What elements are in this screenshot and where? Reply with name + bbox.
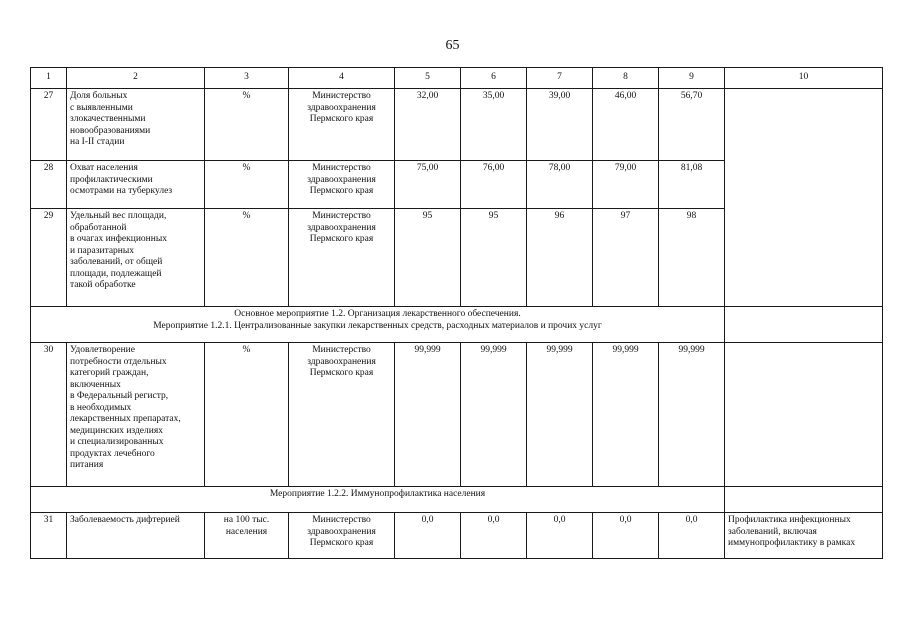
value-col6: 35,00 xyxy=(461,89,527,161)
value-col5: 0,0 xyxy=(395,513,461,559)
col10-empty-cell xyxy=(725,89,883,307)
responsible-org: Министерство здравоохранения Пермского края xyxy=(289,209,395,307)
row-number: 29 xyxy=(31,209,67,307)
table-row xyxy=(31,89,883,161)
column-number-row xyxy=(31,68,883,89)
value-col7: 0,0 xyxy=(527,513,593,559)
section-row xyxy=(31,487,883,513)
value-col9: 0,0 xyxy=(659,513,725,559)
unit: % xyxy=(205,343,289,487)
unit: % xyxy=(205,161,289,209)
section-row xyxy=(31,307,883,343)
col10-empty-cell xyxy=(725,487,883,513)
column-header: 5 xyxy=(395,68,461,89)
value-col9: 99,999 xyxy=(659,343,725,487)
value-col8: 46,00 xyxy=(593,89,659,161)
table-row xyxy=(31,343,883,487)
column-header: 8 xyxy=(593,68,659,89)
column-header: 7 xyxy=(527,68,593,89)
unit: на 100 тыс. населения xyxy=(205,513,289,559)
column-header: 6 xyxy=(461,68,527,89)
section-heading xyxy=(31,307,725,343)
value-col9: 98 xyxy=(659,209,725,307)
indicator-name: Доля больных с выявленными злокачественными новообразованиями на I-II стадии xyxy=(67,89,205,161)
indicator-name: Удовлетворение потребности отдельных категорий граждан, включенных в Федеральный регистр, в необходимых лекарственных препаратах, медицинских изделиях и специализированных продуктах лечебного питания xyxy=(67,343,205,487)
column-header: 2 xyxy=(67,68,205,89)
column-header: 9 xyxy=(659,68,725,89)
col10-empty-cell xyxy=(725,307,883,343)
responsible-org: Министерство здравоохранения Пермского края xyxy=(289,161,395,209)
indicator-name: Заболеваемость дифтерией xyxy=(67,513,205,559)
row-number: 30 xyxy=(31,343,67,487)
row-number: 28 xyxy=(31,161,67,209)
value-col5: 95 xyxy=(395,209,461,307)
value-col6: 99,999 xyxy=(461,343,527,487)
responsible-org: Министерство здравоохранения Пермского края xyxy=(289,89,395,161)
section-title-sub: Мероприятие 1.2.1. Централизованные закупки лекарственных средств, расходных материалов и прочих услуг xyxy=(153,320,602,331)
value-col7: 96 xyxy=(527,209,593,307)
value-col7: 78,00 xyxy=(527,161,593,209)
section-title-main: Основное мероприятие 1.2. Организация лекарственного обеспечения. xyxy=(234,309,521,319)
unit: % xyxy=(205,209,289,307)
value-col5: 99,999 xyxy=(395,343,461,487)
value-col9: 56,70 xyxy=(659,89,725,161)
responsible-org: Министерство здравоохранения Пермского края xyxy=(289,513,395,559)
table-row xyxy=(31,513,883,559)
indicator-name: Охват населения профилактическими осмотрами на туберкулез xyxy=(67,161,205,209)
value-col8: 0,0 xyxy=(593,513,659,559)
page-number: 65 xyxy=(445,38,460,53)
value-col5: 75,00 xyxy=(395,161,461,209)
value-col8: 99,999 xyxy=(593,343,659,487)
value-col5: 32,00 xyxy=(395,89,461,161)
row-number: 27 xyxy=(31,89,67,161)
value-col6: 0,0 xyxy=(461,513,527,559)
section-heading: Мероприятие 1.2.2. Иммунопрофилактика населения xyxy=(31,487,725,513)
row-number: 31 xyxy=(31,513,67,559)
responsible-org: Министерство здравоохранения Пермского края xyxy=(289,343,395,487)
value-col6: 95 xyxy=(461,209,527,307)
column-header: 4 xyxy=(289,68,395,89)
value-col9: 81,08 xyxy=(659,161,725,209)
value-col8: 79,00 xyxy=(593,161,659,209)
column-header: 1 xyxy=(31,68,67,89)
column-header: 10 xyxy=(725,68,883,89)
indicators-table xyxy=(30,67,883,559)
col10-empty-cell xyxy=(725,343,883,487)
column-header: 3 xyxy=(205,68,289,89)
unit: % xyxy=(205,89,289,161)
value-col7: 99,999 xyxy=(527,343,593,487)
value-col8: 97 xyxy=(593,209,659,307)
indicator-name: Удельный вес площади, обработанной в очагах инфекционных и паразитарных заболеваний, от общей площади, подлежащей такой обработке xyxy=(67,209,205,307)
value-col7: 39,00 xyxy=(527,89,593,161)
activity-description: Профилактика инфекционных заболеваний, включая иммунопрофилактику в рамках xyxy=(725,513,883,559)
value-col6: 76,00 xyxy=(461,161,527,209)
